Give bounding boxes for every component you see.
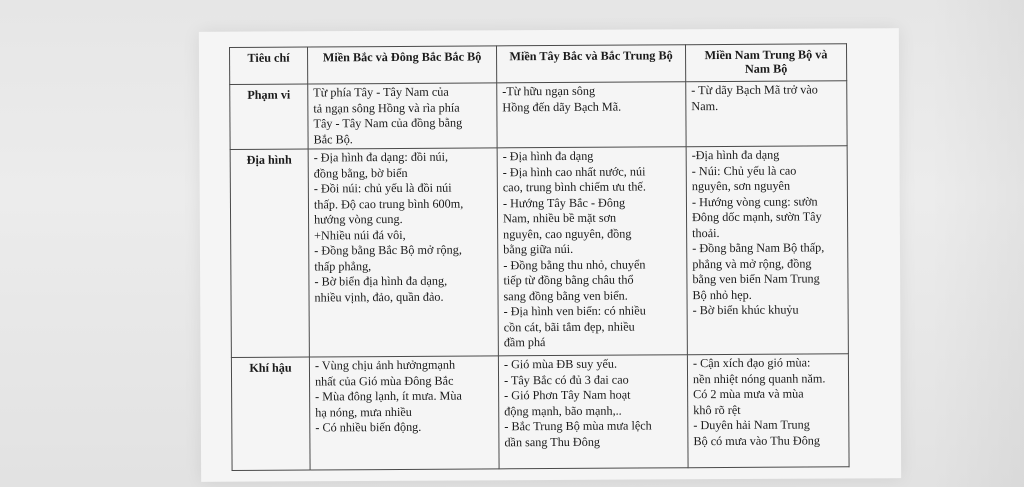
cell-line: Đông dốc mạnh, sườn Tây <box>692 209 822 225</box>
cell-line: nhất của Gió mùa Đông Bắc <box>314 373 454 388</box>
cell-line: - Từ dãy Bạch Mã trở vào <box>691 82 818 98</box>
header-criterion: Tiêu chí <box>230 47 308 84</box>
cell-line: - Bờ biển địa hình đa dạng, <box>314 273 448 289</box>
cell-line: - Đồi núi: chủ yếu là đồi núi <box>313 180 452 196</box>
cell-line: - Đồng bằng Nam Bộ thấp, <box>692 240 825 256</box>
cell-line: - Địa hình đa dạng: đồi núi, <box>313 149 449 165</box>
table-row <box>230 81 847 150</box>
cell-line: nguyên, cao nguyên, đồng <box>503 226 632 241</box>
cell-line: - Núi: Chủ yếu là cao <box>691 163 797 178</box>
cell-line: thấp phẳng, <box>314 258 372 273</box>
cell-line: bằng giữa núi. <box>503 241 574 257</box>
cell-line: Có 2 mùa mưa và mùa <box>693 386 804 402</box>
cell-line: - Bờ biển khúc khuỷu <box>692 302 799 318</box>
cell-line: nền nhiệt nóng quanh năm. <box>692 370 826 386</box>
cell-line: - Có nhiều biến động. <box>315 419 422 435</box>
cell-line: đầm phá <box>503 335 546 350</box>
cell-northwest <box>497 147 687 356</box>
cell-line: thoải. <box>692 225 720 240</box>
cell-line: Nam, nhiều bề mặt sơn <box>503 210 617 226</box>
header-south: Miền Nam Trung Bộ và Nam Bộ <box>685 44 846 82</box>
cell-line: - Vùng chịu ảnh hưởngmạnh <box>314 357 456 373</box>
cell-line: Tây - Tây Nam của đồng bằng <box>313 115 463 131</box>
cell-line: khô rõ rệt <box>693 402 741 417</box>
cell-line: - Gió mùa ĐB suy yếu. <box>503 356 618 372</box>
cell-line: +Nhiều núi đá vôi, <box>314 227 406 242</box>
cell-northwest <box>497 82 686 148</box>
criterion-cell: Phạm vi <box>230 84 308 149</box>
cell-line: - Địa hình đa dạng <box>502 148 594 164</box>
cell-line: Từ phía Tây - Tây Nam của <box>313 84 449 100</box>
cell-line: - Địa hình cao nhất nước, núi <box>502 163 646 179</box>
cell-line: nhiều vịnh, đảo, quần đảo. <box>314 289 444 304</box>
cell-north <box>309 356 499 470</box>
cell-line: - Đồng bằng Bắc Bộ mở rộng, <box>314 242 462 258</box>
cell-south <box>686 146 848 355</box>
cell-line: hướng vòng cung. <box>314 211 403 227</box>
cell-north <box>308 148 498 357</box>
cell-line: - Hướng vòng cung: sườn <box>691 193 818 209</box>
cell-south <box>686 81 847 147</box>
cell-line: - Bắc Trung Bộ mùa mưa lệch <box>504 418 652 434</box>
criterion-cell: Địa hình <box>230 149 309 357</box>
cell-line: bằng ven biển Nam Trung <box>692 271 820 287</box>
cell-line: - Tây Bắc có đủ 3 đai cao <box>503 372 629 387</box>
cell-line: Bộ nhỏ hẹp. <box>692 287 752 302</box>
cell-line: Hồng đến dãy Bạch Mã. <box>502 99 622 114</box>
cell-line: nguyên, sơn nguyên <box>691 178 791 194</box>
cell-line: hạ nóng, mưa nhiều <box>315 404 412 419</box>
cell-line: cao, trung bình chiếm ưu thế. <box>502 179 646 195</box>
cell-line: - Duyên hải Nam Trung <box>693 417 810 433</box>
cell-south <box>687 354 849 468</box>
comparison-table <box>229 43 850 471</box>
cell-line: tiếp từ đồng bằng châu thổ <box>503 272 634 288</box>
cell-line: sang đồng bằng ven biển. <box>503 288 628 303</box>
cell-line: -Địa hình đa dạng <box>691 147 780 163</box>
cell-line: - Mùa đông lạnh, ít mưa. Mùa <box>315 388 462 404</box>
cell-line: tả ngạn sông Hồng và rìa phía <box>313 100 460 115</box>
cell-line: đồng bằng, bờ biển <box>313 165 408 180</box>
cell-north <box>308 83 497 149</box>
header-row <box>230 44 847 85</box>
cell-line: thấp. Độ cao trung bình 600m, <box>313 196 464 211</box>
cell-line: - Gió Phơn Tây Nam hoạt <box>504 387 631 403</box>
cell-line: Bộ có mưa vào Thu Đông <box>693 432 821 448</box>
cell-northwest <box>498 355 688 469</box>
cell-line: động mạnh, bão mạnh,.. <box>504 403 622 418</box>
criterion-cell: Khí hậu <box>231 357 310 470</box>
cell-line: - Cận xích đạo gió mùa: <box>692 355 811 371</box>
cell-line: - Địa hình ven biển: có nhiều <box>503 303 646 319</box>
header-north: Miền Bắc và Đông Bắc Bắc Bộ <box>308 46 497 84</box>
cell-line: Bắc Bộ. <box>313 131 353 146</box>
table-row <box>230 146 848 358</box>
table-row <box>231 354 849 471</box>
edge-shadow <box>930 0 1024 487</box>
cell-line: - Hướng Tây Bắc - Đông <box>502 195 626 210</box>
header-northwest: Miền Tây Bắc và Bắc Trung Bộ <box>496 45 685 83</box>
cell-line: - Đồng bằng thu nhỏ, chuyển <box>503 256 646 272</box>
cell-line: cồn cát, bãi tắm đẹp, nhiều <box>503 319 635 334</box>
cell-line: phẳng và mở rộng, đồng <box>692 255 812 271</box>
cell-line: Nam. <box>691 98 719 113</box>
cell-line: dần sang Thu Đông <box>504 434 601 449</box>
cell-line: -Từ hữu ngạn sông <box>502 83 596 99</box>
